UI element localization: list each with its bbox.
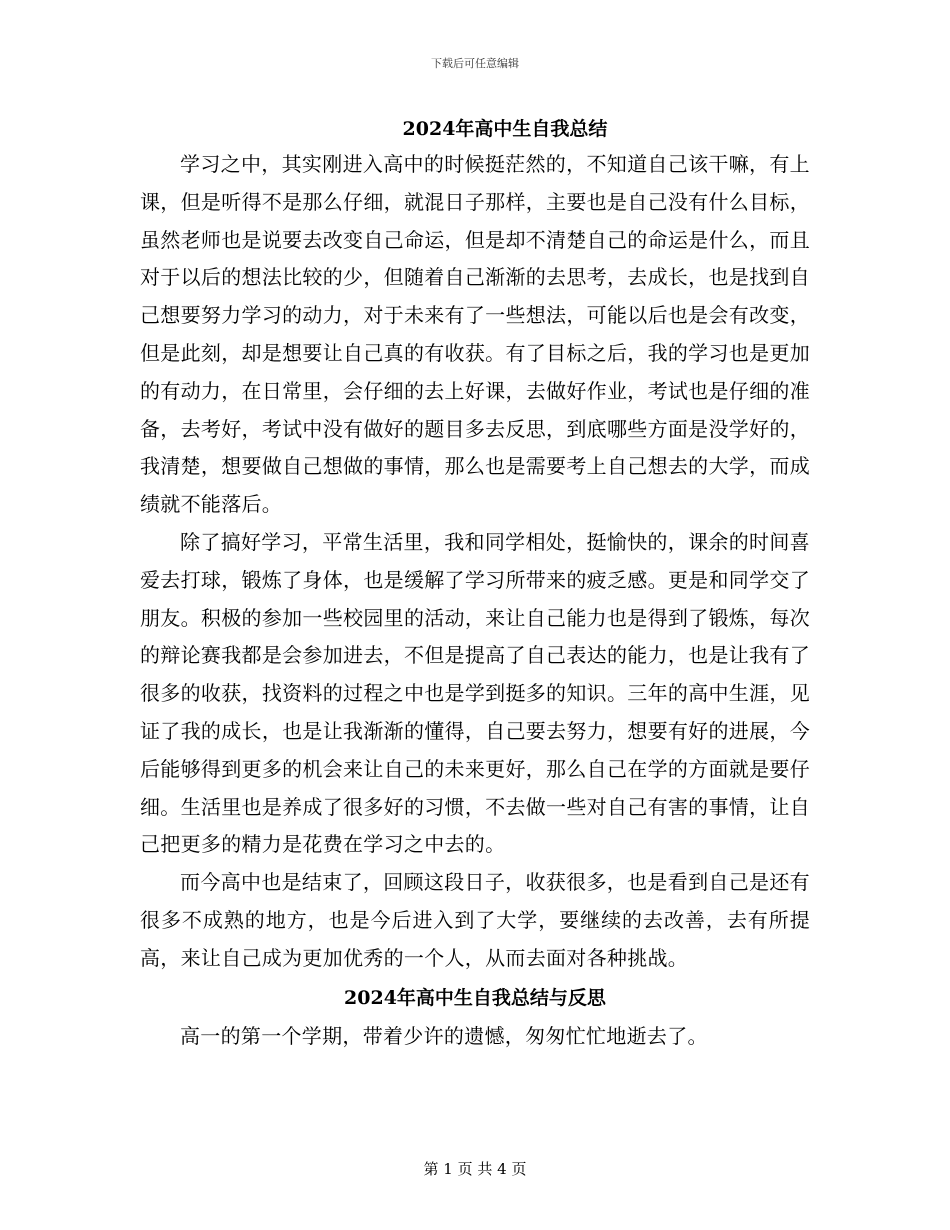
document-body (140, 112, 810, 1055)
paragraph-1: 学习之中，其实刚进入高中的时候挺茫然的，不知道自己该干嘛，有上课，但是听得不是那么仔细，就混日子那样，主要也是自己没有什么目标，虽然老师也是说要去改变自己命运，但是却不清楚自己的命运是什么，而且对于以后的想法比较的少，但随着自己渐渐的去思考，去成长，也是找到自己想要努力学习的动力，对于未来有了一些想法，可能以后也是会有改变，但是此刻，却是想要让自己真的有收获。有了目标之后，我的学习也是更加的有动力，在日常里，会仔细的去上好课，去做好作业，考试也是仔细的准备，去考好，考试中没有做好的题目多去反思，到底哪些方面是没学好的，我清楚，想要做自己想做的事情，那么也是需要考上自己想去的大学，而成绩就不能落后。 (140, 152, 810, 517)
header-note: 下载后可任意编辑 (431, 57, 519, 70)
section-title: 2024年高中生自我总结与反思 (344, 986, 606, 1009)
document-title: 2024年高中生自我总结 (402, 118, 608, 140)
paragraph-4: 高一的第一个学期，带着少许的遗憾，匆匆忙忙地逝去了。 (180, 1023, 708, 1048)
page-number: 第 1 页 共 4 页 (423, 1160, 527, 1178)
paragraph-3: 而今高中也是结束了，回顾这段日子，收获很多，也是看到自己是还有很多不成熟的地方，也是今后进入到了大学，要继续的去改善，去有所提高，来让自己成为更加优秀的一个人，从而去面对各种挑战。 (140, 870, 810, 970)
paragraph-2: 除了搞好学习，平常生活里，我和同学相处，挺愉快的，课余的时间喜爱去打球，锻炼了身体，也是缓解了学习所带来的疲乏感。更是和同学交了朋友。积极的参加一些校园里的活动，来让自己能力也是得到了锻炼，每次的辩论赛我都是会参加进去，不但是提高了自己表达的能力，也是让我有了很多的收获，找资料的过程之中也是学到挺多的知识。三年的高中生涯，见证了我的成长，也是让我渐渐的懂得，自己要去努力，想要有好的进展，今后能够得到更多的机会来让自己的未来更好，那么自己在学的方面就是要仔细。生活里也是养成了很多好的习惯，不去做一些对自己有害的事情，让自己把更多的精力是花费在学习之中去的。 (140, 529, 810, 857)
